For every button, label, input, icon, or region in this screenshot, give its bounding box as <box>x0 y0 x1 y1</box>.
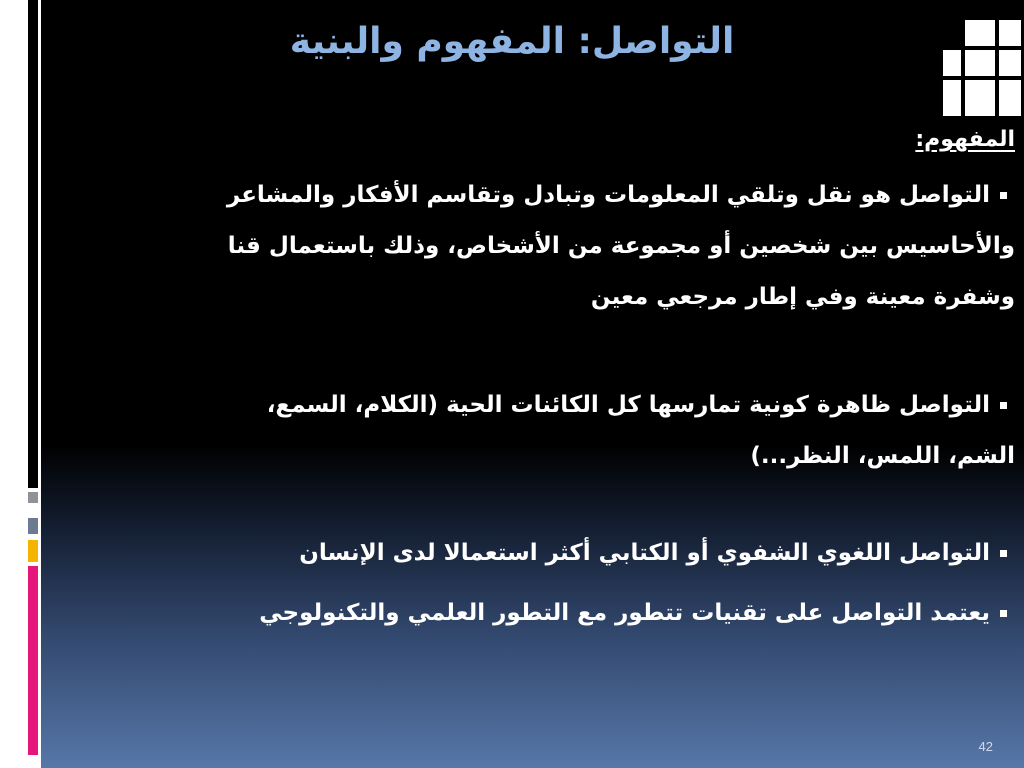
bullet-text-line: يعتمد التواصل على تقنيات تتطور مع التطور العلمي والتكنولوجي <box>259 600 990 626</box>
accent-segment-magenta <box>28 566 38 755</box>
bullet-row <box>44 221 1015 272</box>
bullet-text-line: وشفرة معينة وفي إطار مرجعي معين <box>590 284 1015 310</box>
bullet-item <box>44 588 1015 639</box>
bullet-row <box>44 272 1015 323</box>
section-heading: المفهوم: <box>915 127 1015 152</box>
bullet-item <box>44 380 1015 482</box>
square-bullet-icon <box>1000 402 1007 409</box>
accent-segment-amber <box>28 540 38 562</box>
square-bullet-icon <box>1000 610 1007 617</box>
slide-number: 42 <box>978 739 993 754</box>
bullet-row <box>44 588 1015 639</box>
accent-segment-gray <box>28 492 38 503</box>
square-bullet-icon <box>1000 550 1007 557</box>
bullet-row <box>44 431 1015 482</box>
bullet-item <box>44 528 1015 579</box>
bullet-text-line: والأحاسيس بين شخصين أو مجموعة من الأشخاص، وذلك باستعمال قنا <box>227 233 1015 259</box>
slide-title: التواصل: المفهوم والبنية <box>289 21 735 62</box>
bullet-row <box>44 380 1015 431</box>
bullet-text-line: التواصل ظاهرة كونية تمارسها كل الكائنات الحية (الكلام، السمع، <box>266 392 990 418</box>
bullet-text-line: الشم، اللمس، النظر...) <box>750 443 1015 469</box>
bullet-row <box>44 528 1015 579</box>
bullet-item <box>44 170 1015 323</box>
bullet-text-line: التواصل هو نقل وتلقي المعلومات وتبادل وتقاسم الأفكار والمشاعر <box>226 182 990 208</box>
accent-segment-slate <box>28 518 38 534</box>
bullet-text-line: التواصل اللغوي الشفوي أو الكتابي أكثر استعمالا لدى الإنسان <box>299 540 990 566</box>
bullet-row <box>44 170 1015 221</box>
square-bullet-icon <box>1000 192 1007 199</box>
left-accent-bar <box>28 0 38 488</box>
